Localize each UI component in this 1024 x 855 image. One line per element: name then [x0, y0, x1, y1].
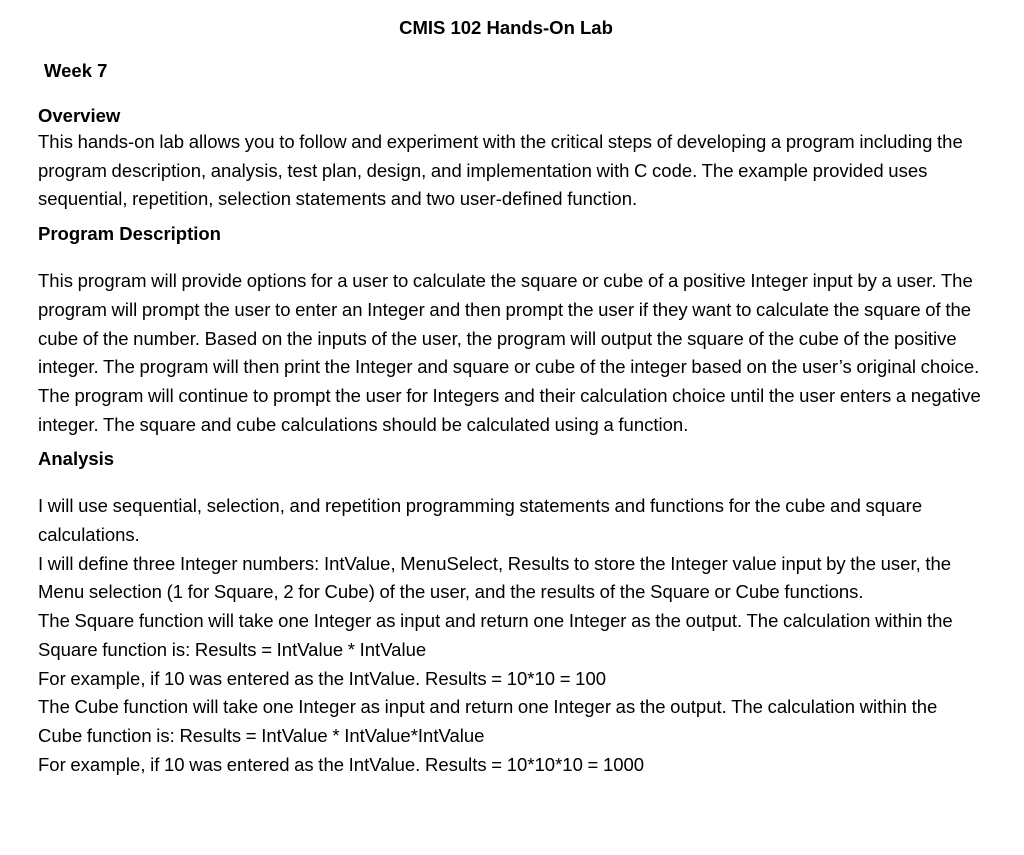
- document-title: CMIS 102 Hands-On Lab: [399, 17, 613, 38]
- analysis-line: For example, if 10 was entered as the IntValue. Results = 10*10 = 100: [38, 667, 607, 689]
- document-body: [38, 104, 983, 779]
- overview-heading: Overview: [38, 105, 121, 126]
- program-description-heading: Program Description: [38, 223, 221, 245]
- overview-text: This hands-on lab allows you to follow and experiment with the critical steps of developing a program including the program description, analysis, test plan, design, and implementation with C code. The example provided uses sequential, repetition, selection statements and two user-defined function.: [38, 131, 963, 210]
- analysis-heading: Analysis: [38, 448, 115, 470]
- program-description-text: This program will provide options for a user to calculate the square or cube of a positive Integer input by a user. The program will prompt the user to enter an Integer and then prompt the user if they want to calculate the square of the cube of the number. Based on the inputs of the user, the program will output the square of the cube of the positive integer. The program will then print the Integer and square or cube of the integer based on the user’s original choice. The program will continue to prompt the user for Integers and their calculation choice until the user enters a negative integer. The square and cube calculations should be calculated using a function.: [38, 270, 981, 435]
- week-label: Week 7: [44, 60, 108, 81]
- analysis-text: [38, 492, 983, 779]
- analysis-line: For example, if 10 was entered as the IntValue. Results = 10*10*10 = 1000: [38, 753, 645, 775]
- analysis-line: I will define three Integer numbers: IntValue, MenuSelect, Results to store the Integer value input by the user, the Menu selection (1 for Square, 2 for Cube) of the user, and the results of the Square or Cube functions.: [38, 552, 952, 603]
- analysis-line: I will use sequential, selection, and repetition programming statements and functions for the cube and square calculations.: [38, 495, 923, 546]
- analysis-line: The Cube function will take one Integer as input and return one Integer as the output. The calculation within the Cube function is: Results = IntValue * IntValue*IntValue: [38, 696, 938, 746]
- analysis-line: The Square function will take one Integer as input and return one Integer as the output. The calculation within the Square function is: Results = IntValue * IntValue: [38, 610, 953, 660]
